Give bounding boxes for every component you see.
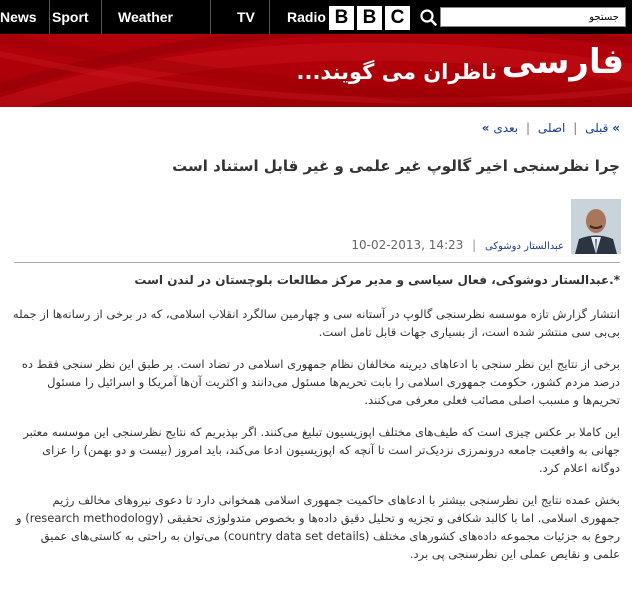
article — [0, 107, 632, 610]
byline — [351, 238, 564, 252]
bbc-logo-letter-1: B — [329, 6, 354, 30]
author-name[interactable]: عبدالستار دوشوکی — [485, 241, 564, 252]
chevron-right-icon: » — [612, 121, 620, 135]
nav-radio[interactable]: Radio — [287, 9, 326, 25]
top-nav — [0, 0, 632, 34]
publish-datetime: 10-02-2013, 14:23 — [351, 238, 464, 252]
article-headline: چرا نظرسنجی اخیر گالوپ غیر علمی و غیر قابل استناد است — [172, 157, 620, 175]
search-icon[interactable] — [419, 6, 437, 30]
next-link[interactable]: بعدی — [493, 121, 519, 135]
nav-separator: | — [573, 121, 578, 135]
banner — [0, 34, 632, 107]
search-input[interactable] — [440, 7, 626, 27]
article-paragraph: برخی از نتایج این نظر سنجی با ادعاهای دیرینه مخالفان نظام جمهوری اسلامی در تضاد است. بر طبق این نظر سنجی فقط ده درصد مردم کشور، حکومت جمهوری اسلامی را بابت تحریم‌ها مسئول می‌دانند و اکثریت آن‌ها آمریکا و اسرائیل را مسئول تحریم‌ها و مسبب اصلی مصائب فعلی معرفی می‌کنند. — [21, 357, 620, 407]
prev-link[interactable]: قبلی — [585, 121, 609, 135]
article-intro: *.عبدالستار دوشوکی، فعال سیاسی و مدیر مرکز مطالعات بلوچستان در لندن است — [134, 273, 620, 287]
nav-separator: | — [525, 121, 531, 135]
byline-separator: | — [472, 238, 477, 252]
bbc-logo[interactable] — [329, 6, 410, 30]
nav-weather[interactable]: Weather — [106, 0, 211, 34]
author-photo — [571, 199, 621, 254]
nav-news[interactable]: News — [0, 0, 50, 34]
banner-title[interactable]: فارسی — [501, 42, 624, 82]
article-body — [12, 305, 620, 577]
nav-sport[interactable]: Sport — [40, 0, 102, 34]
article-paragraph: بخش عمده نتایج این نظرسنجی بیشتر با ادعاهای حاکمیت جمهوری اسلامی همخوانی دارد تا دعوی نیروهای مخالف رژیم جمهوری اسلامی. اما با کالبد شکافی و تجزیه و تحلیل دقیق داده‌ها و بخصوص متدولوژی تحقیقی (research methodology) و رجوع به جزئیات مجموعه داده‌های کشورهای مختلف (country data set details) می‌توان به راحتی به کاستی‌های عمیق علمی و نقایص عملی این نظرسنجی پی برد. — [16, 493, 620, 561]
banner-subtitle: ناظران می گویند... — [296, 60, 497, 84]
article-paragraph: این کاملا بر عکس چیزی است که طیف‌های مختلف اپوزیسیون تبلیغ می‌کنند. اگر بپذیریم که نتایج نظرسنجی این موسسه معتبر جهانی به واقعیت جامعه درونمرزی نزدیک‌تر است تا آنچه که اپوزیسیون ادعا می‌کند، باید امروز (بیست و دو بهمن) را عزای دوگانه اعلام کرد. — [23, 425, 620, 475]
home-link[interactable]: اصلی — [537, 121, 566, 135]
chevron-left-icon: » — [481, 121, 490, 135]
nav-tv[interactable]: TV — [225, 0, 270, 34]
article-paragraph: انتشار گزارش تازه موسسه نظرسنجی گالوپ در آستانه سی و چهارمین سالگرد انقلاب اسلامی، که در برخی از رسانه‌ها از جمله بی‌بی سی منتشر شده است، از بسیاری جهات قابل تامل است. — [12, 307, 620, 339]
article-nav — [482, 121, 620, 135]
bbc-logo-letter-3: C — [385, 6, 410, 30]
divider — [14, 262, 620, 263]
bbc-logo-letter-2: B — [357, 6, 382, 30]
